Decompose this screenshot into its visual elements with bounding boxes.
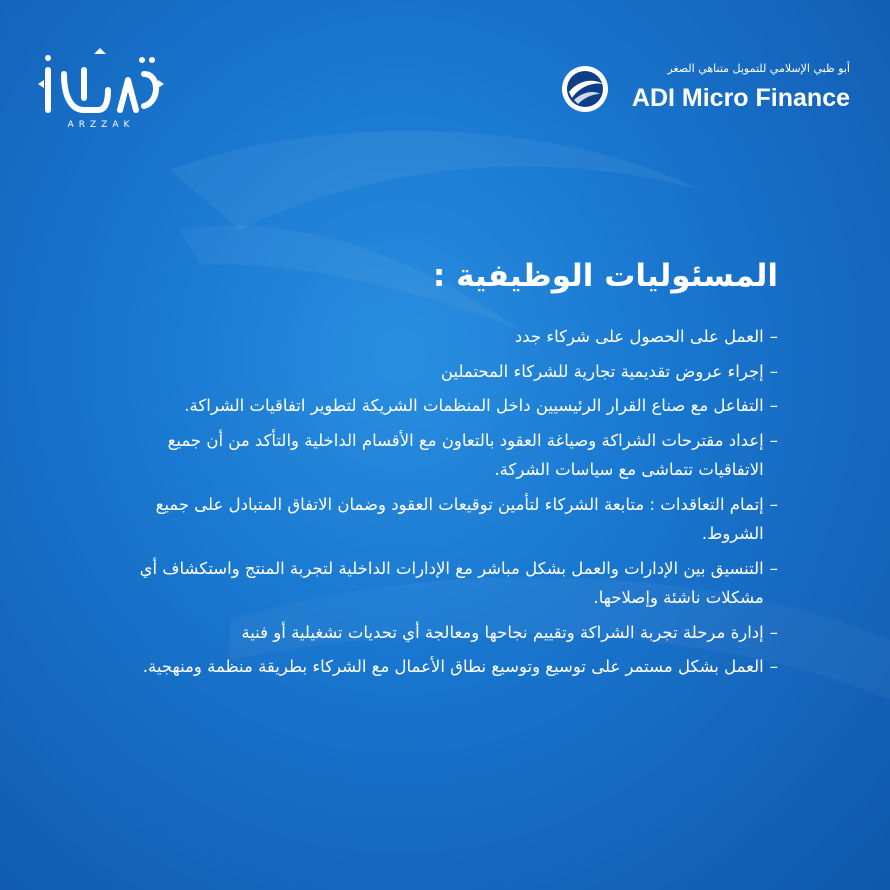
arzzak-logo-icon [36, 40, 166, 118]
list-item-text: إدارة مرحلة تجربة الشراكة وتقييم نجاحها ومعالجة أي تحديات تشغيلية أو فنية [241, 622, 764, 642]
arzzak-logo [36, 40, 166, 140]
bullet-dash: – [769, 430, 778, 450]
responsibilities-list [113, 322, 778, 687]
adi-globe-icon [560, 64, 610, 114]
bullet-dash: – [769, 494, 778, 514]
list-item [113, 391, 778, 421]
bullet-dash: – [769, 622, 778, 642]
adi-logo [560, 62, 850, 120]
list-item [113, 322, 778, 352]
page-title: المسئوليات الوظيفية : [432, 258, 778, 294]
bullet-dash: – [769, 558, 778, 578]
list-item-text: إعداد مقترحات الشراكة وصياغة العقود بالتعاون مع الأقسام الداخلية والتأكد من أن جميع الاتفاقيات تتماشى مع سياسات الشركة. [167, 430, 764, 479]
list-item [113, 618, 778, 648]
bullet-dash: – [769, 657, 778, 676]
list-item-text: إتمام التعاقدات : متابعة الشركاء لتأمين توقيعات العقود وضمان الاتفاق المتبادل على جميع الشروط. [155, 494, 764, 543]
list-item-text: إجراء عروض تقديمية تجارية للشركاء المحتملين [440, 361, 764, 381]
bullet-dash: – [769, 396, 778, 415]
adi-arabic-name: أبو ظبي الإسلامي للتمويل متناهي الصغر [667, 62, 850, 75]
list-item [113, 652, 778, 682]
adi-english-name: ADI Micro Finance [631, 84, 850, 112]
list-item [113, 426, 778, 485]
arzzak-logo-sub: ARZZAK [67, 120, 135, 130]
list-item-text: التنسيق بين الإدارات والعمل بشكل مباشر مع الإدارات الداخلية لتجربة المنتج واستكشاف أي مشكلات ناشئة وإصلاحها. [139, 558, 764, 607]
list-item [113, 554, 778, 613]
list-item-text: العمل على الحصول على شركاء جدد [514, 327, 764, 346]
list-item-text: العمل بشكل مستمر على توسيع وتوسيع نطاق الأعمال مع الشركاء بطريقة منظمة ومنهجية. [142, 657, 764, 676]
bullet-dash: – [769, 361, 778, 381]
list-item-text: التفاعل مع صناع القرار الرئيسيين داخل المنظمات الشريكة لتطوير اتفاقيات الشراكة. [184, 396, 764, 415]
bullet-dash: – [769, 327, 778, 346]
list-item [113, 490, 778, 549]
list-item [113, 357, 778, 387]
